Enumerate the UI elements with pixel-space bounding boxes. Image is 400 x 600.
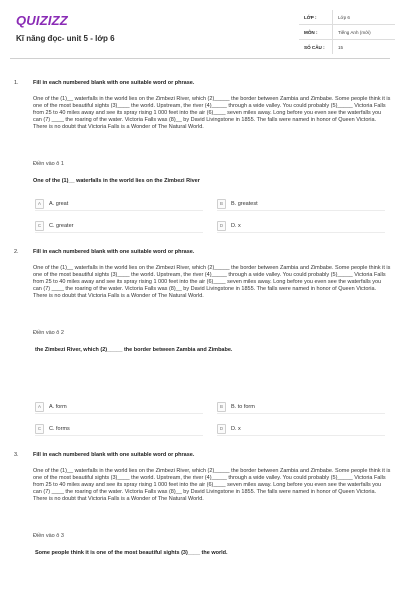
blank-label: Điền vào ô 3	[33, 533, 64, 539]
option-underline	[35, 435, 203, 436]
option-underline	[35, 232, 203, 233]
option-letter-box: A	[35, 199, 44, 209]
option-letter-box: B	[217, 199, 226, 209]
question-instruction: Fill in each numbered blank with one suitable word or phrase.	[33, 80, 195, 86]
option-text: D. x	[231, 425, 241, 432]
option-underline	[35, 210, 203, 211]
meta-key: MÔN :	[304, 29, 318, 35]
question-number: 3.	[14, 452, 19, 458]
question-number: 2.	[14, 249, 19, 255]
option-underline	[217, 232, 385, 233]
reading-passage: One of the (1)__ waterfalls in the world lies on the Zimbezi River, which (2)_____ the border between Zambia and Zimbabe. Some people think it is one of the most beautiful sights (3)____ the world. Upstream, the river (4)_____ through a wide valley. You could probably (5)_____ Victoria Falls from 25 to 40 miles away and see its spray rising 1 000 feet into the air (6)____ seven miles away. Long before you even see the waterfalls you can (7) ____ the roaring of the water. Victoria Falls was (8)__ by David Livingstone in 1855. The falls were named in honor of Queen Victoria. There is no doubt that Victoria Falls is a Wonder of The Natural World.	[33, 468, 391, 502]
option-text: B. greatest	[231, 200, 258, 207]
question-prompt: One of the (1)__ waterfalls in the world lies on the Zimbezi River	[33, 178, 200, 184]
worksheet-title: Kĩ năng đọc- unit 5 - lớp 6	[16, 34, 115, 43]
option-letter-box: D	[217, 221, 226, 231]
meta-key: SỐ CÂU :	[304, 44, 325, 50]
option-text: C. forms	[49, 425, 70, 432]
worksheet-meta-table	[299, 10, 395, 54]
option-letter-box: D	[217, 424, 226, 434]
option-text: D. x	[231, 222, 241, 229]
option-letter-box: B	[217, 402, 226, 412]
header-divider	[10, 58, 390, 59]
meta-value: Tiếng Anh (mới)	[333, 25, 396, 40]
meta-row-subject	[299, 25, 395, 40]
option-letter-box: A	[35, 402, 44, 412]
option-underline	[217, 413, 385, 414]
blank-label: Điền vào ô 1	[33, 161, 64, 167]
option-letter-box: C	[35, 221, 44, 231]
question-prompt: Some people think it is one of the most beautiful sights (3)____ the world.	[35, 550, 228, 556]
option-letter-box: C	[35, 424, 44, 434]
meta-row-class	[299, 10, 395, 25]
reading-passage: One of the (1)__ waterfalls in the world lies on the Zimbezi River, which (2)_____ the border between Zambia and Zimbabe. Some people think it is one of the most beautiful sights (3)____ the world. Upstream, the river (4)_____ through a wide valley. You could probably (5)_____ Victoria Falls from 25 to 40 miles away and see its spray rising 1 000 feet into the air (6)____ seven miles away. Long before you even see the waterfalls you can (7) ____ the roaring of the water. Victoria Falls was (8)__ by David Livingstone in 1855. The falls were named in honor of Queen Victoria. There is no doubt that Victoria Falls is a Wonder of The Natural World.	[33, 96, 391, 130]
option-underline	[35, 413, 203, 414]
question-prompt: the Zimbezi River, which (2)_____ the border between Zambia and Zimbabe.	[35, 347, 233, 353]
question-number: 1.	[14, 80, 19, 86]
question-instruction: Fill in each numbered blank with one suitable word or phrase.	[33, 249, 195, 255]
option-text: C. greater	[49, 222, 74, 229]
meta-key: LỚP :	[304, 14, 317, 20]
meta-value: Lớp 6	[333, 10, 396, 25]
option-text: A. form	[49, 403, 67, 410]
option-text: B. to form	[231, 403, 255, 410]
question-instruction: Fill in each numbered blank with one suitable word or phrase.	[33, 452, 195, 458]
option-underline	[217, 435, 385, 436]
option-text: A. great	[49, 200, 69, 207]
meta-value: 15	[333, 40, 396, 55]
meta-row-count	[299, 40, 395, 55]
blank-label: Điền vào ô 2	[33, 330, 64, 336]
option-underline	[217, 210, 385, 211]
quizizz-logo: QUIZIZZ	[16, 13, 68, 28]
reading-passage: One of the (1)__ waterfalls in the world lies on the Zimbezi River, which (2)_____ the border between Zambia and Zimbabe. Some people think it is one of the most beautiful sights (3)____ the world. Upstream, the river (4)_____ through a wide valley. You could probably (5)_____ Victoria Falls from 25 to 40 miles away and see its spray rising 1 000 feet into the air (6)____ seven miles away. Long before you even see the waterfalls you can (7) ____ the roaring of the water. Victoria Falls was (8)__ by David Livingstone in 1855. The falls were named in honor of Queen Victoria. There is no doubt that Victoria Falls is a Wonder of The Natural World.	[33, 265, 391, 299]
